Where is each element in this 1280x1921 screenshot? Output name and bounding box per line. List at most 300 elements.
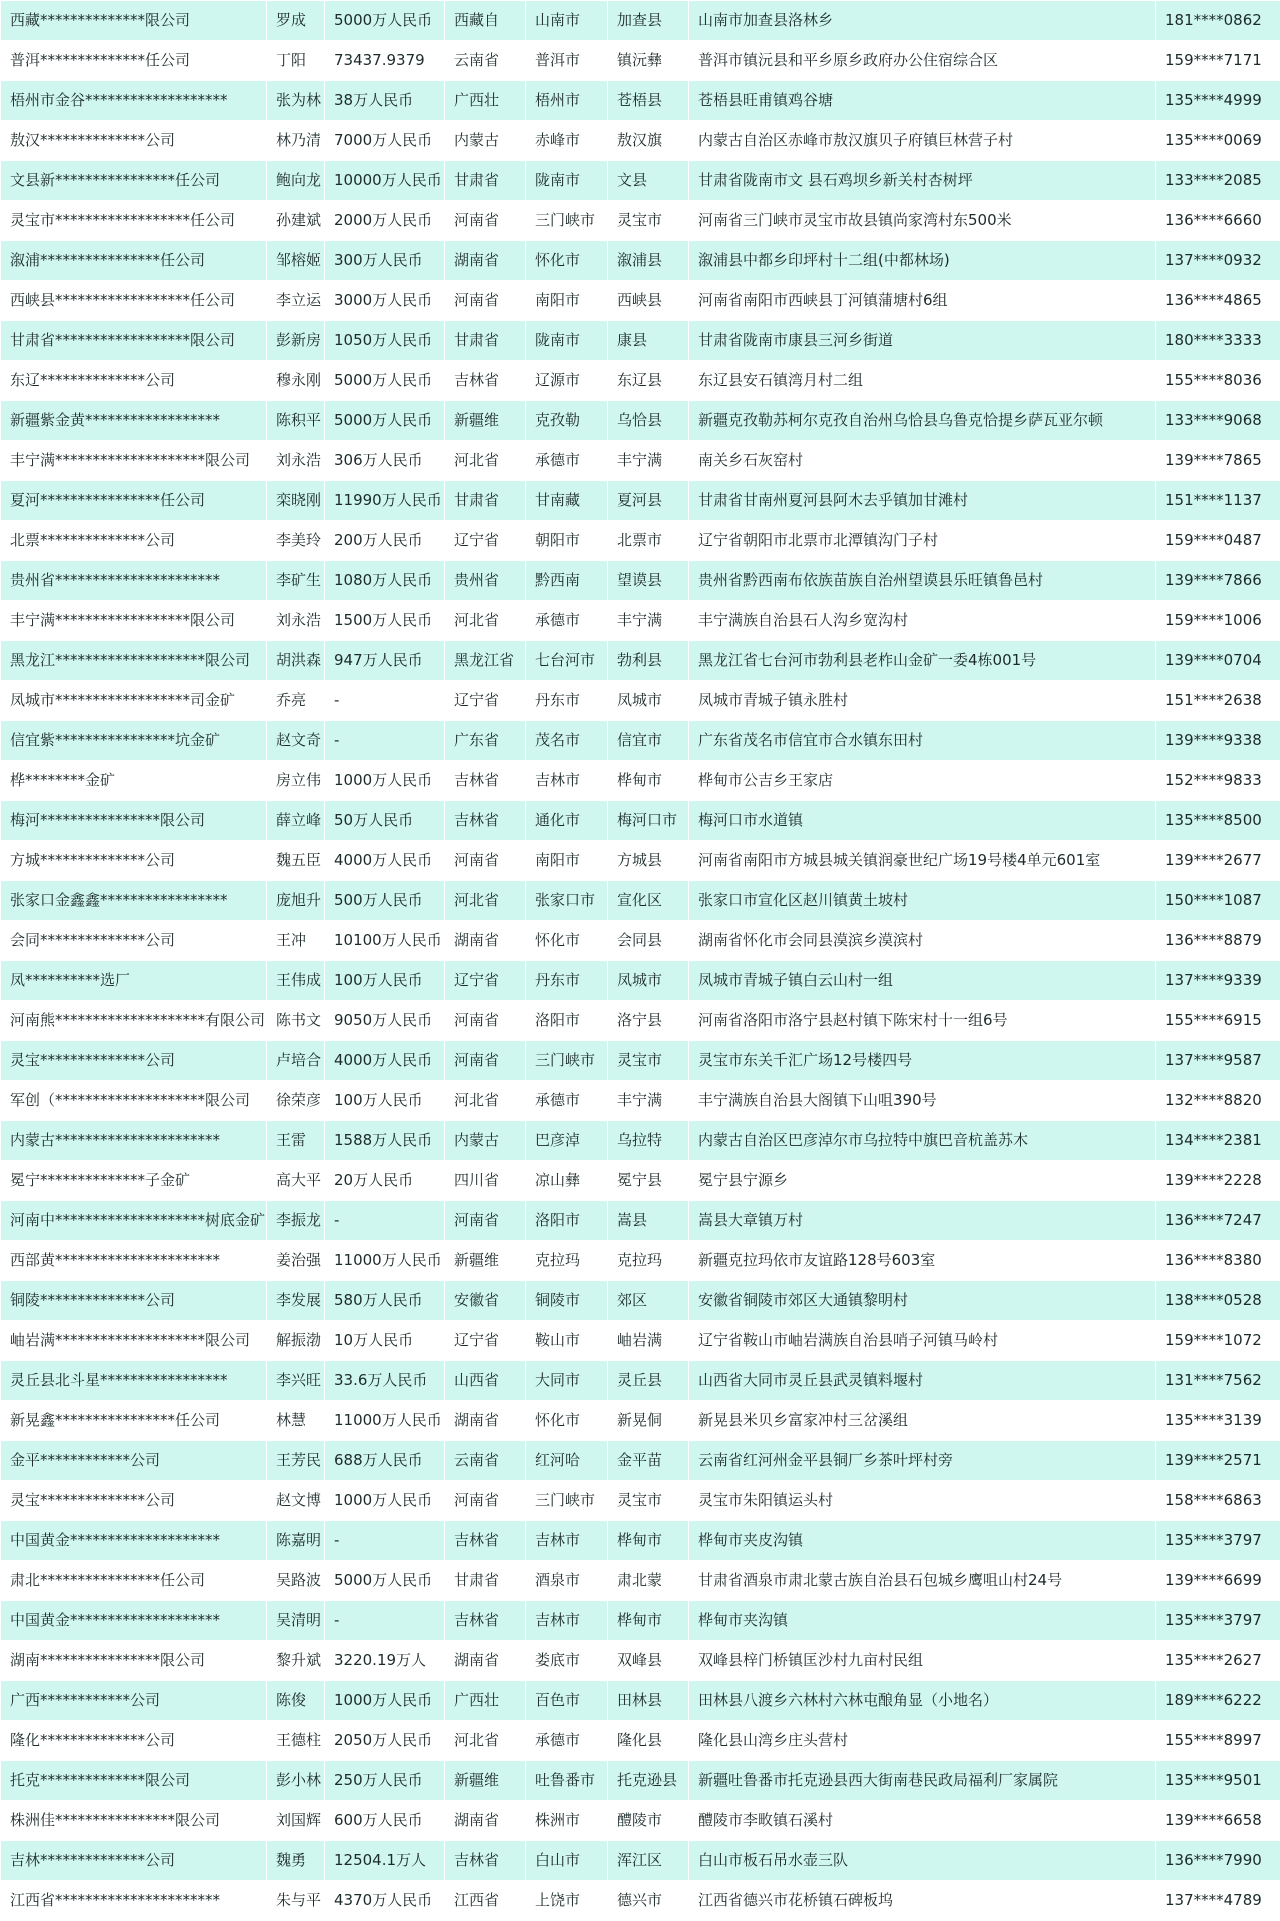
table-row	[1, 1241, 1280, 1281]
registered-capital-cell: 12504.1万人	[325, 1841, 445, 1881]
county-cell: 丰宁满	[608, 1081, 689, 1121]
contact-person-cell: 彭小林	[267, 1761, 325, 1801]
county-cell: 方城县	[608, 841, 689, 881]
registered-capital-cell: 1588万人民币	[325, 1121, 445, 1161]
address-cell: 甘肃省甘南州夏河县阿木去乎镇加甘滩村	[689, 481, 1156, 521]
table-row	[1, 1361, 1280, 1401]
phone-cell: 135****3139	[1156, 1401, 1280, 1441]
contact-person-cell: 陈嘉明	[267, 1521, 325, 1561]
address-cell: 河南省南阳市西峡县丁河镇蒲塘村6组	[689, 281, 1156, 321]
registered-capital-cell: 5000万人民币	[325, 1, 445, 41]
company-name-cell: 西藏**************限公司	[1, 1, 267, 41]
county-cell: 托克逊县	[608, 1761, 689, 1801]
table-row	[1, 161, 1280, 201]
phone-cell: 131****7562	[1156, 1361, 1280, 1401]
company-name-cell: 新晃鑫****************任公司	[1, 1401, 267, 1441]
province-cell: 河北省	[445, 1721, 526, 1761]
phone-cell: 155****8036	[1156, 361, 1280, 401]
county-cell: 双峰县	[608, 1641, 689, 1681]
company-name-cell: 中国黄金********************	[1, 1521, 267, 1561]
company-name-cell: 湖南****************限公司	[1, 1641, 267, 1681]
phone-cell: 159****7171	[1156, 41, 1280, 81]
province-cell: 河北省	[445, 881, 526, 921]
registered-capital-cell: 73437.9379	[325, 41, 445, 81]
address-cell: 苍梧县旺甫镇鸡谷塘	[689, 81, 1156, 121]
county-cell: 丰宁满	[608, 441, 689, 481]
phone-cell: 136****4865	[1156, 281, 1280, 321]
contact-person-cell: 彭新房	[267, 321, 325, 361]
registered-capital-cell: 20万人民币	[325, 1161, 445, 1201]
phone-cell: 135****0069	[1156, 121, 1280, 161]
province-cell: 吉林省	[445, 361, 526, 401]
table-row	[1, 1561, 1280, 1601]
address-cell: 辽宁省朝阳市北票市北潭镇沟门子村	[689, 521, 1156, 561]
county-cell: 文县	[608, 161, 689, 201]
phone-cell: 151****2638	[1156, 681, 1280, 721]
county-cell: 灵宝市	[608, 201, 689, 241]
province-cell: 甘肃省	[445, 321, 526, 361]
contact-person-cell: 王芳民	[267, 1441, 325, 1481]
contact-person-cell: 罗成	[267, 1, 325, 41]
phone-cell: 150****1087	[1156, 881, 1280, 921]
company-name-cell: 江西省**********************	[1, 1881, 267, 1921]
registered-capital-cell: 5000万人民币	[325, 361, 445, 401]
city-cell: 巴彦淖	[526, 1121, 608, 1161]
contact-person-cell: 房立伟	[267, 761, 325, 801]
phone-cell: 136****7247	[1156, 1201, 1280, 1241]
phone-cell: 138****0528	[1156, 1281, 1280, 1321]
province-cell: 甘肃省	[445, 481, 526, 521]
table-row	[1, 601, 1280, 641]
county-cell: 克拉玛	[608, 1241, 689, 1281]
county-cell: 乌恰县	[608, 401, 689, 441]
province-cell: 湖南省	[445, 921, 526, 961]
city-cell: 辽源市	[526, 361, 608, 401]
county-cell: 灵宝市	[608, 1481, 689, 1521]
province-cell: 河南省	[445, 1001, 526, 1041]
city-cell: 黔西南	[526, 561, 608, 601]
registered-capital-cell: 1000万人民币	[325, 761, 445, 801]
address-cell: 冕宁县宁源乡	[689, 1161, 1156, 1201]
county-cell: 桦甸市	[608, 761, 689, 801]
county-cell: 会同县	[608, 921, 689, 961]
registered-capital-cell: -	[325, 1601, 445, 1641]
registered-capital-cell: 33.6万人民币	[325, 1361, 445, 1401]
contact-person-cell: 丁阳	[267, 41, 325, 81]
address-cell: 湖南省怀化市会同县漠滨乡漠滨村	[689, 921, 1156, 961]
company-name-cell: 桦********金矿	[1, 761, 267, 801]
registered-capital-cell: 1080万人民币	[325, 561, 445, 601]
county-cell: 岫岩满	[608, 1321, 689, 1361]
county-cell: 康县	[608, 321, 689, 361]
city-cell: 南阳市	[526, 281, 608, 321]
phone-cell: 137****9587	[1156, 1041, 1280, 1081]
company-name-cell: 军创（********************限公司	[1, 1081, 267, 1121]
county-cell: 敖汉旗	[608, 121, 689, 161]
city-cell: 山南市	[526, 1, 608, 41]
table-row	[1, 961, 1280, 1001]
city-cell: 怀化市	[526, 921, 608, 961]
company-name-cell: 会同**************公司	[1, 921, 267, 961]
contact-person-cell: 赵文奇	[267, 721, 325, 761]
province-cell: 湖南省	[445, 1401, 526, 1441]
city-cell: 铜陵市	[526, 1281, 608, 1321]
company-name-cell: 株洲佳****************限公司	[1, 1801, 267, 1841]
table-row	[1, 41, 1280, 81]
phone-cell: 137****4789	[1156, 1881, 1280, 1921]
phone-cell: 139****7865	[1156, 441, 1280, 481]
county-cell: 醴陵市	[608, 1801, 689, 1841]
county-cell: 东辽县	[608, 361, 689, 401]
contact-person-cell: 李矿生	[267, 561, 325, 601]
company-name-cell: 梧州市金谷*******************	[1, 81, 267, 121]
phone-cell: 137****0932	[1156, 241, 1280, 281]
county-cell: 洛宁县	[608, 1001, 689, 1041]
province-cell: 云南省	[445, 1441, 526, 1481]
address-cell: 辽宁省鞍山市岫岩满族自治县哨子河镇马岭村	[689, 1321, 1156, 1361]
table-row	[1, 1401, 1280, 1441]
phone-cell: 133****9068	[1156, 401, 1280, 441]
table-row	[1, 841, 1280, 881]
county-cell: 镇沅彝	[608, 41, 689, 81]
contact-person-cell: 刘国辉	[267, 1801, 325, 1841]
contact-person-cell: 吴清明	[267, 1601, 325, 1641]
table-row	[1, 881, 1280, 921]
phone-cell: 139****7866	[1156, 561, 1280, 601]
phone-cell: 155****6915	[1156, 1001, 1280, 1041]
province-cell: 河北省	[445, 601, 526, 641]
phone-cell: 152****9833	[1156, 761, 1280, 801]
city-cell: 克拉玛	[526, 1241, 608, 1281]
province-cell: 辽宁省	[445, 521, 526, 561]
address-cell: 田林县八渡乡六林村六林屯酿角显（小地名）	[689, 1681, 1156, 1721]
city-cell: 茂名市	[526, 721, 608, 761]
phone-cell: 151****1137	[1156, 481, 1280, 521]
city-cell: 洛阳市	[526, 1201, 608, 1241]
registered-capital-cell: 2000万人民币	[325, 201, 445, 241]
province-cell: 河南省	[445, 1481, 526, 1521]
registered-capital-cell: 10000万人民币	[325, 161, 445, 201]
company-name-cell: 托克**************限公司	[1, 1761, 267, 1801]
address-cell: 白山市板石吊水壶三队	[689, 1841, 1156, 1881]
address-cell: 内蒙古自治区赤峰市敖汉旗贝子府镇巨林营子村	[689, 121, 1156, 161]
registered-capital-cell: 1500万人民币	[325, 601, 445, 641]
city-cell: 丹东市	[526, 681, 608, 721]
address-cell: 灵宝市东关千汇广场12号楼四号	[689, 1041, 1156, 1081]
city-cell: 吉林市	[526, 1601, 608, 1641]
county-cell: 凤城市	[608, 961, 689, 1001]
table-row	[1, 1441, 1280, 1481]
contact-person-cell: 赵文博	[267, 1481, 325, 1521]
registered-capital-cell: 10100万人民币	[325, 921, 445, 961]
county-cell: 郊区	[608, 1281, 689, 1321]
address-cell: 南关乡石灰窑村	[689, 441, 1156, 481]
province-cell: 吉林省	[445, 761, 526, 801]
contact-person-cell: 吴路波	[267, 1561, 325, 1601]
province-cell: 河南省	[445, 1041, 526, 1081]
province-cell: 安徽省	[445, 1281, 526, 1321]
company-name-cell: 河南中********************树底金矿	[1, 1201, 267, 1241]
contact-person-cell: 薛立峰	[267, 801, 325, 841]
company-name-cell: 隆化**************公司	[1, 1721, 267, 1761]
contact-person-cell: 姜治强	[267, 1241, 325, 1281]
province-cell: 河南省	[445, 281, 526, 321]
city-cell: 七台河市	[526, 641, 608, 681]
address-cell: 安徽省铜陵市郊区大通镇黎明村	[689, 1281, 1156, 1321]
address-cell: 河南省洛阳市洛宁县赵村镇下陈宋村十一组6号	[689, 1001, 1156, 1041]
company-name-cell: 溆浦****************任公司	[1, 241, 267, 281]
province-cell: 吉林省	[445, 1841, 526, 1881]
company-name-cell: 黑龙江********************限公司	[1, 641, 267, 681]
address-cell: 河南省三门峡市灵宝市故县镇尚家湾村东500米	[689, 201, 1156, 241]
city-cell: 吉林市	[526, 1521, 608, 1561]
city-cell: 梧州市	[526, 81, 608, 121]
registered-capital-cell: 4370万人民币	[325, 1881, 445, 1921]
table-row	[1, 1841, 1280, 1881]
company-name-cell: 西部黄**********************	[1, 1241, 267, 1281]
table-row	[1, 321, 1280, 361]
company-name-cell: 信宜紫****************坑金矿	[1, 721, 267, 761]
phone-cell: 136****8380	[1156, 1241, 1280, 1281]
company-name-cell: 内蒙古**********************	[1, 1121, 267, 1161]
county-cell: 肃北蒙	[608, 1561, 689, 1601]
phone-cell: 181****0862	[1156, 1, 1280, 41]
province-cell: 广西壮	[445, 1681, 526, 1721]
phone-cell: 137****9339	[1156, 961, 1280, 1001]
city-cell: 三门峡市	[526, 1481, 608, 1521]
table-row	[1, 1281, 1280, 1321]
contact-person-cell: 李发展	[267, 1281, 325, 1321]
province-cell: 辽宁省	[445, 681, 526, 721]
province-cell: 吉林省	[445, 801, 526, 841]
phone-cell: 159****0487	[1156, 521, 1280, 561]
province-cell: 湖南省	[445, 1801, 526, 1841]
registered-capital-cell: 2050万人民币	[325, 1721, 445, 1761]
phone-cell: 139****6658	[1156, 1801, 1280, 1841]
registered-capital-cell: 1050万人民币	[325, 321, 445, 361]
address-cell: 甘肃省陇南市康县三河乡街道	[689, 321, 1156, 361]
city-cell: 洛阳市	[526, 1001, 608, 1041]
table-row	[1, 1801, 1280, 1841]
table-row	[1, 801, 1280, 841]
table-row	[1, 201, 1280, 241]
county-cell: 丰宁满	[608, 601, 689, 641]
company-name-cell: 广西************公司	[1, 1681, 267, 1721]
city-cell: 承德市	[526, 601, 608, 641]
company-name-cell: 普洱**************任公司	[1, 41, 267, 81]
address-cell: 张家口市宣化区赵川镇黄土坡村	[689, 881, 1156, 921]
county-cell: 浑江区	[608, 1841, 689, 1881]
table-row	[1, 1321, 1280, 1361]
city-cell: 酒泉市	[526, 1561, 608, 1601]
company-name-cell: 贵州省**********************	[1, 561, 267, 601]
table-row	[1, 1681, 1280, 1721]
city-cell: 吐鲁番市	[526, 1761, 608, 1801]
phone-cell: 158****6863	[1156, 1481, 1280, 1521]
county-cell: 梅河口市	[608, 801, 689, 841]
registered-capital-cell: 11990万人民币	[325, 481, 445, 521]
company-name-cell: 凤城市******************司金矿	[1, 681, 267, 721]
province-cell: 辽宁省	[445, 1321, 526, 1361]
contact-person-cell: 邹榕姬	[267, 241, 325, 281]
company-name-cell: 金平************公司	[1, 1441, 267, 1481]
city-cell: 白山市	[526, 1841, 608, 1881]
registered-capital-cell: 100万人民币	[325, 1081, 445, 1121]
phone-cell: 159****1072	[1156, 1321, 1280, 1361]
province-cell: 广西壮	[445, 81, 526, 121]
contact-person-cell: 张为林	[267, 81, 325, 121]
registered-capital-cell: 11000万人民币	[325, 1241, 445, 1281]
company-name-cell: 冕宁**************子金矿	[1, 1161, 267, 1201]
province-cell: 贵州省	[445, 561, 526, 601]
city-cell: 通化市	[526, 801, 608, 841]
phone-cell: 139****2571	[1156, 1441, 1280, 1481]
contact-person-cell: 李美玲	[267, 521, 325, 561]
address-cell: 丰宁满族自治县石人沟乡宽沟村	[689, 601, 1156, 641]
table-row	[1, 921, 1280, 961]
registered-capital-cell: 5000万人民币	[325, 401, 445, 441]
company-name-cell: 新疆紫金黄******************	[1, 401, 267, 441]
province-cell: 河南省	[445, 841, 526, 881]
table-row	[1, 681, 1280, 721]
phone-cell: 132****8820	[1156, 1081, 1280, 1121]
city-cell: 三门峡市	[526, 201, 608, 241]
city-cell: 陇南市	[526, 161, 608, 201]
address-cell: 桦甸市夹沟镇	[689, 1601, 1156, 1641]
address-cell: 广东省茂名市信宜市合水镇东田村	[689, 721, 1156, 761]
table-row	[1, 761, 1280, 801]
company-name-cell: 北票**************公司	[1, 521, 267, 561]
phone-cell: 136****7990	[1156, 1841, 1280, 1881]
city-cell: 丹东市	[526, 961, 608, 1001]
address-cell: 嵩县大章镇万村	[689, 1201, 1156, 1241]
province-cell: 广东省	[445, 721, 526, 761]
phone-cell: 136****8879	[1156, 921, 1280, 961]
company-name-cell: 方城**************公司	[1, 841, 267, 881]
registered-capital-cell: 11000万人民币	[325, 1401, 445, 1441]
county-cell: 新晃侗	[608, 1401, 689, 1441]
contact-person-cell: 刘永浩	[267, 441, 325, 481]
city-cell: 怀化市	[526, 1401, 608, 1441]
phone-cell: 155****8997	[1156, 1721, 1280, 1761]
company-name-cell: 夏河****************任公司	[1, 481, 267, 521]
table-row	[1, 1881, 1280, 1921]
registered-capital-cell: 1000万人民币	[325, 1481, 445, 1521]
address-cell: 东辽县安石镇湾月村二组	[689, 361, 1156, 401]
contact-person-cell: 朱与平	[267, 1881, 325, 1921]
company-name-cell: 丰宁满********************限公司	[1, 441, 267, 481]
county-cell: 嵩县	[608, 1201, 689, 1241]
registered-capital-cell: 500万人民币	[325, 881, 445, 921]
phone-cell: 139****2677	[1156, 841, 1280, 881]
table-row	[1, 1641, 1280, 1681]
county-cell: 勃利县	[608, 641, 689, 681]
contact-person-cell: 李振龙	[267, 1201, 325, 1241]
contact-person-cell: 王德柱	[267, 1721, 325, 1761]
company-name-cell: 河南熊********************有限公司	[1, 1001, 267, 1041]
county-cell: 灵宝市	[608, 1041, 689, 1081]
contact-person-cell: 穆永刚	[267, 361, 325, 401]
contact-person-cell: 栾晓刚	[267, 481, 325, 521]
contact-person-cell: 李兴旺	[267, 1361, 325, 1401]
county-cell: 北票市	[608, 521, 689, 561]
table-row	[1, 1201, 1280, 1241]
address-cell: 新疆吐鲁番市托克逊县西大街南巷民政局福利厂家属院	[689, 1761, 1156, 1801]
contact-person-cell: 林乃清	[267, 121, 325, 161]
contact-person-cell: 庞旭升	[267, 881, 325, 921]
table-row	[1, 401, 1280, 441]
registered-capital-cell: 306万人民币	[325, 441, 445, 481]
company-name-cell: 灵宝**************公司	[1, 1481, 267, 1521]
city-cell: 张家口市	[526, 881, 608, 921]
contact-person-cell: 刘永浩	[267, 601, 325, 641]
county-cell: 信宜市	[608, 721, 689, 761]
county-cell: 苍梧县	[608, 81, 689, 121]
company-name-cell: 梅河****************限公司	[1, 801, 267, 841]
registered-capital-cell: 580万人民币	[325, 1281, 445, 1321]
contact-person-cell: 解振渤	[267, 1321, 325, 1361]
county-cell: 加查县	[608, 1, 689, 41]
company-name-cell: 铜陵**************公司	[1, 1281, 267, 1321]
table-row	[1, 441, 1280, 481]
address-cell: 凤城市青城子镇白云山村一组	[689, 961, 1156, 1001]
table-row	[1, 1761, 1280, 1801]
province-cell: 辽宁省	[445, 961, 526, 1001]
company-name-cell: 灵宝市******************任公司	[1, 201, 267, 241]
company-name-cell: 灵丘县北斗星*****************	[1, 1361, 267, 1401]
table-row	[1, 281, 1280, 321]
company-name-cell: 中国黄金********************	[1, 1601, 267, 1641]
city-cell: 普洱市	[526, 41, 608, 81]
address-cell: 溆浦县中都乡印坪村十二组(中都林场)	[689, 241, 1156, 281]
county-cell: 冕宁县	[608, 1161, 689, 1201]
phone-cell: 133****2085	[1156, 161, 1280, 201]
table-row	[1, 1121, 1280, 1161]
city-cell: 朝阳市	[526, 521, 608, 561]
table-row	[1, 561, 1280, 601]
phone-cell: 189****6222	[1156, 1681, 1280, 1721]
address-cell: 江西省德兴市花桥镇石碑板坞	[689, 1881, 1156, 1921]
city-cell: 承德市	[526, 441, 608, 481]
registered-capital-cell: 4000万人民币	[325, 1041, 445, 1081]
county-cell: 乌拉特	[608, 1121, 689, 1161]
city-cell: 百色市	[526, 1681, 608, 1721]
phone-cell: 139****6699	[1156, 1561, 1280, 1601]
province-cell: 湖南省	[445, 1641, 526, 1681]
city-cell: 大同市	[526, 1361, 608, 1401]
address-cell: 灵宝市朱阳镇运头村	[689, 1481, 1156, 1521]
contact-person-cell: 胡洪森	[267, 641, 325, 681]
registered-capital-cell: 600万人民币	[325, 1801, 445, 1841]
province-cell: 内蒙古	[445, 1121, 526, 1161]
contact-person-cell: 孙建斌	[267, 201, 325, 241]
city-cell: 承德市	[526, 1081, 608, 1121]
county-cell: 隆化县	[608, 1721, 689, 1761]
registered-capital-cell: 300万人民币	[325, 241, 445, 281]
address-cell: 丰宁满族自治县大阁镇下山咀390号	[689, 1081, 1156, 1121]
county-cell: 溆浦县	[608, 241, 689, 281]
registered-capital-cell: 5000万人民币	[325, 1561, 445, 1601]
phone-cell: 135****9501	[1156, 1761, 1280, 1801]
registered-capital-cell: 3220.19万人	[325, 1641, 445, 1681]
contact-person-cell: 王冲	[267, 921, 325, 961]
county-cell: 田林县	[608, 1681, 689, 1721]
province-cell: 吉林省	[445, 1521, 526, 1561]
address-cell: 隆化县山湾乡庄头营村	[689, 1721, 1156, 1761]
contact-person-cell: 高大平	[267, 1161, 325, 1201]
contact-person-cell: 李立运	[267, 281, 325, 321]
phone-cell: 135****3797	[1156, 1521, 1280, 1561]
